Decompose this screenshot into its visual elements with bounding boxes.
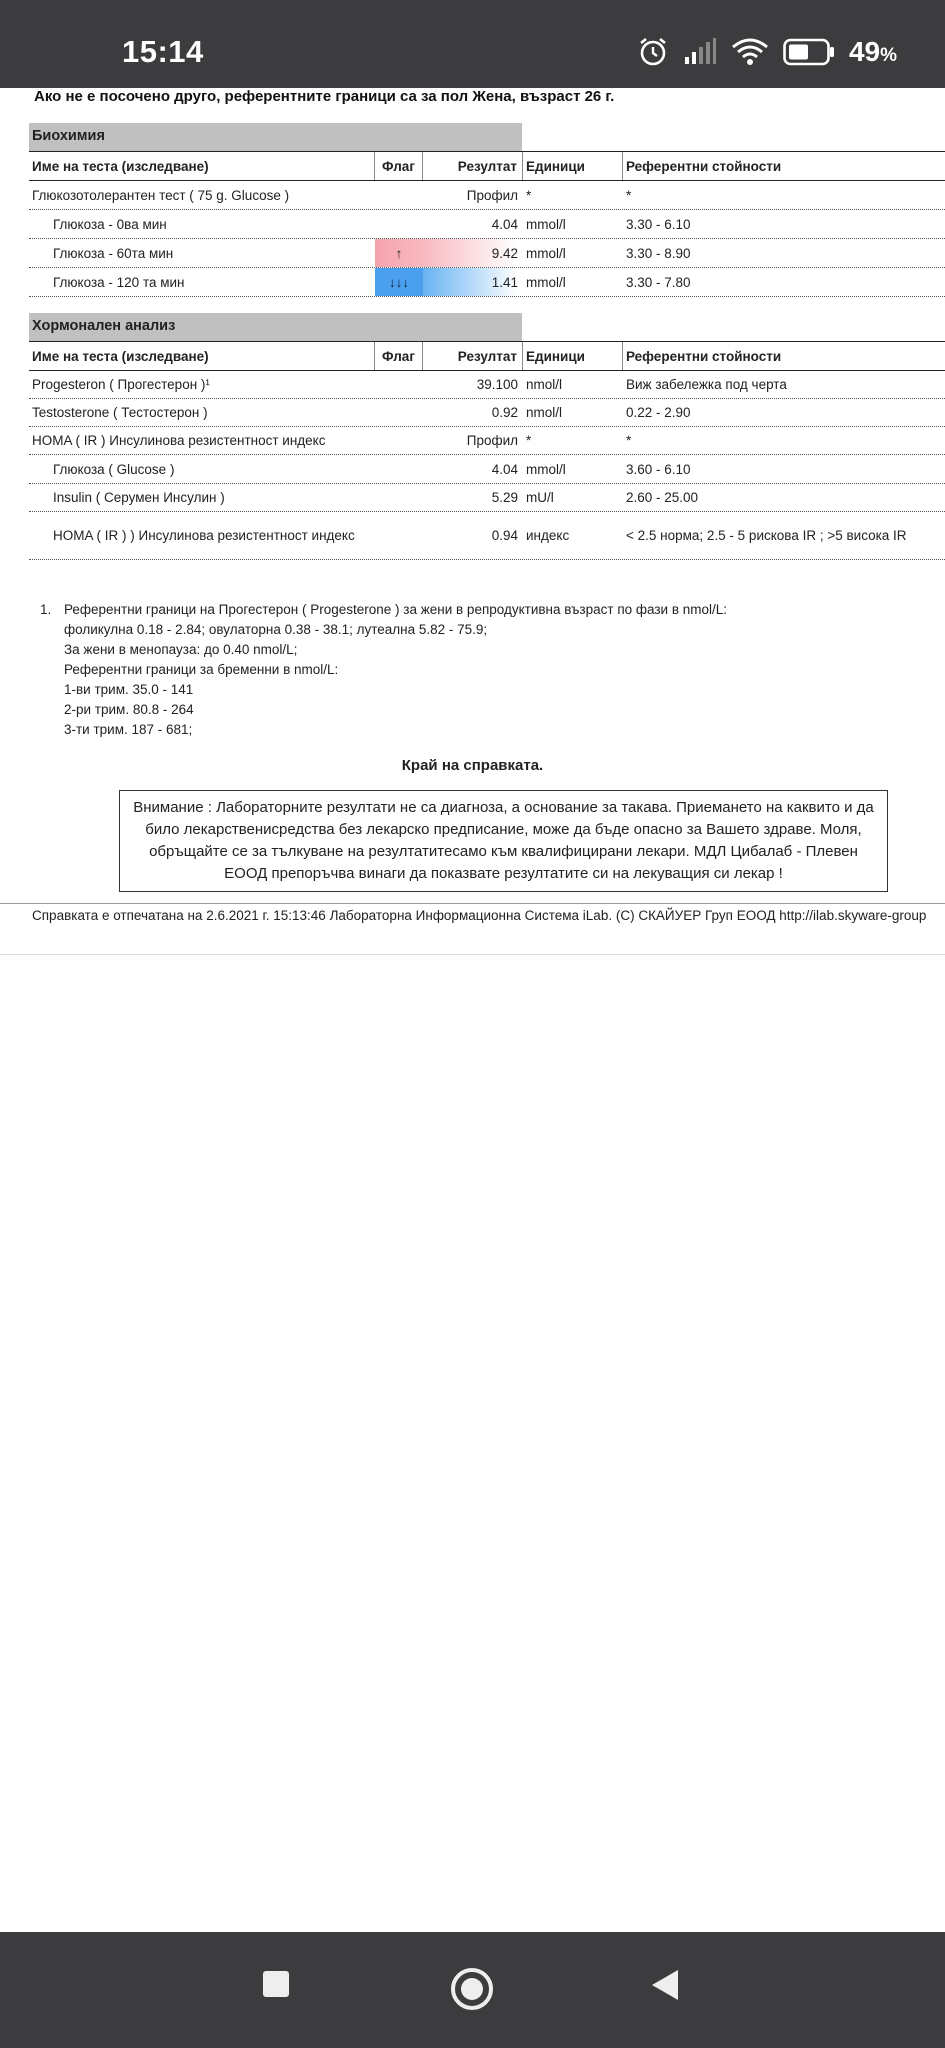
ref-range: 3.60 - 6.10 [626,461,691,477]
result: 9.42 [423,239,523,267]
table-header [29,151,945,181]
status-time: 15:14 [122,34,204,69]
section-header-biochemistry: Биохимия [29,123,522,151]
battery-percent: 49% [848,36,897,67]
footnote-number: 1. [40,602,52,617]
col-ref: Референтни стойности [626,158,782,174]
col-name: Име на теста (изследване) [29,152,375,180]
result: Профил [466,187,518,203]
ref-range: < 2.5 норма; 2.5 - 5 рискова IR ; >5 висока IR [626,528,907,543]
result: 0.94 [491,528,518,543]
test-name: HOMA ( IR ) ) Инсулинова резистентност индекс [53,528,355,543]
ref-range: * [626,187,632,203]
table-row [29,484,945,512]
test-name: Insulin ( Серумен Инсулин ) [53,490,225,505]
navigation-bar [0,1932,945,2048]
col-name: Име на теста (изследване) [29,342,375,370]
test-name: Progesteron ( Прогестерон )¹ [32,377,210,392]
units: mmol/l [526,245,566,261]
status-bar [0,0,945,88]
test-name: Глюкоза ( Glucose ) [53,461,175,477]
test-name: Глюкоза - 120 та мин [53,274,185,290]
table-row [29,210,945,239]
end-of-report-title: Край на справката. [401,757,544,774]
flag [375,512,423,559]
table-header [29,341,945,371]
flag [375,484,423,511]
divider [0,954,945,955]
table-biochemistry [29,151,945,297]
units: * [526,187,532,203]
ref-range: 3.30 - 6.10 [626,216,691,232]
flag [375,371,423,398]
test-name: Глюкоза - 60та мин [53,245,174,261]
flag-low: ↓↓↓ [375,268,423,296]
ref-range: 0.22 - 2.90 [626,405,691,420]
nav-recents-icon[interactable] [262,1970,290,2003]
table-row [29,399,945,427]
ref-range: * [626,433,632,448]
footnote-body [64,600,727,740]
flag-high: ↑ [375,239,423,267]
warning-box: Внимание : Лабораторните резултати не са диагноза, а основание за такава. Приемането на каквито и да било лекарственисредства без лекарско предписание, може да бъде опасно за Вашето здраве. Моля, обръщайте се за тълкуване на резултатитесамо към квалифицирани лекари. МДЛ Цибалаб - Плевен ЕООД препоръчва винаги да показвате резултатите си на лекуващия си лекар ! [119,790,888,892]
footnote-line: 3-ти трим. 187 - 681; [64,722,193,737]
table-row [29,371,945,399]
lab-report[interactable] [0,88,945,1932]
units: mmol/l [526,274,566,290]
table-row [29,427,945,455]
ref-range: 3.30 - 7.80 [626,274,691,290]
alarm-icon [637,36,669,68]
battery-icon [783,38,835,66]
col-result: Резултат [423,342,523,370]
nav-home-icon[interactable] [449,1966,495,2017]
flag [375,455,423,483]
footnote-line: 1-ви трим. 35.0 - 141 [64,682,194,697]
result: 1.41 [423,268,523,296]
ref-range: Виж забележка под черта [626,377,787,392]
table-row [29,239,945,268]
table-row [29,181,945,210]
table-row [29,455,945,484]
footnote-line: Референтни граници на Прогестерон ( Progesterone ) за жени в репродуктивна възраст по фази в nmol/L: [64,602,728,617]
table-hormones [29,341,945,560]
divider [0,903,945,904]
result: 0.92 [491,405,518,420]
footnote-line: 2-ри трим. 80.8 - 264 [64,702,194,717]
result: 4.04 [491,216,518,232]
wifi-icon [731,37,769,67]
footnote-line: Референтни граници за бременни в nmol/L: [64,662,339,677]
test-name: Testosterone ( Тестостерон ) [32,405,208,420]
flag [375,399,423,426]
section-header-hormones: Хормонален анализ [29,313,522,341]
flag [375,181,423,209]
units: nmol/l [526,405,563,420]
footnote [40,600,727,740]
test-name: Глюкоза - 0ва мин [53,216,167,232]
units: mU/l [526,490,554,505]
col-result: Резултат [423,152,523,180]
result: 4.04 [491,461,518,477]
footnote-line: За жени в менопауза: до 0.40 nmol/L; [64,642,298,657]
col-ref: Референтни стойности [626,348,782,364]
table-row [29,268,945,297]
col-units: Единици [523,152,623,180]
units: индекс [526,528,570,543]
nav-back-icon[interactable] [650,1968,680,2007]
printed-footer: Справката е отпечатана на 2.6.2021 г. 15:13:46 Лабораторна Информационна Система iLab. (C) СКАЙУЕР Груп ЕООД http://ilab.skyware-group [32,908,927,923]
test-name: Глюкозотолерантен тест ( 75 g. Glucose ) [32,187,290,203]
result: Профил [466,433,518,448]
units: nmol/l [526,377,563,392]
table-row [29,512,945,560]
ref-range: 3.30 - 8.90 [626,245,691,261]
units: mmol/l [526,216,566,232]
ref-range: 2.60 - 25.00 [626,490,699,505]
col-flag: Флаг [375,152,423,180]
status-icons [637,36,897,68]
units: mmol/l [526,461,566,477]
result: 5.29 [491,490,518,505]
flag [375,210,423,238]
flag [375,427,423,454]
col-flag: Флаг [375,342,423,370]
footnote-line: фоликулна 0.18 - 2.84; овулаторна 0.38 - 38.1; лутеална 5.82 - 75.9; [64,622,488,637]
units: * [526,433,532,448]
test-name: HOMA ( IR ) Инсулинова резистентност индекс [32,433,326,448]
signal-icon [683,38,717,66]
col-units: Единици [523,342,623,370]
reference-note: Ако не е посочено друго, референтните граници са за пол Жена, възраст 26 г. [34,88,615,105]
result: 39.100 [476,377,518,392]
